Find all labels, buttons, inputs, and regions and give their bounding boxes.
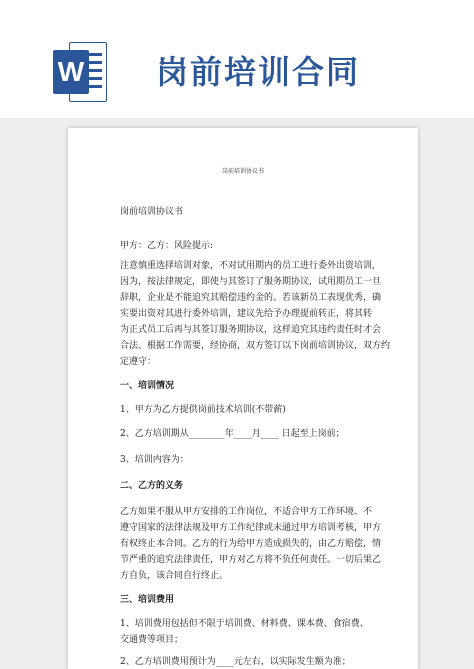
obligation-paragraph-line: 遵守国家的法律法规及甲方工作纪律或未通过甲方培训考核，甲方 [120, 523, 382, 533]
list-item: 2、乙方培训期从________年____月____ 日起至上岗前； [120, 429, 345, 439]
section-heading: 一、培训情况 [120, 381, 175, 391]
list-item: 1、培训费用包括但不限于培训费、材料费、课本费、食宿费、 [120, 619, 369, 629]
word-document-icon [53, 42, 125, 102]
risk-paragraph-line: 为正式员工后再与其签订服务期协议，这样追究其违约责任时才会 [120, 325, 382, 335]
risk-paragraph-line: 注意慎重选择培训对象，不对试用期内的员工进行委外出资培训, [120, 261, 375, 271]
risk-paragraph-line: 合法、根据工作需要，经协商，双方签订以下岗前培训协议，双方约 [120, 341, 391, 351]
parties-line: 甲方：乙方：风险提示: [120, 241, 214, 251]
list-item: 3、培训内容为： [120, 455, 189, 465]
obligation-paragraph-line: 节严重的追究法律责任，甲方对乙方将不负任何责任。一切后果乙 [120, 555, 382, 565]
word-badge: W [53, 50, 89, 94]
list-item: 2、乙方培训费用预计为____元左右，以实际发生额为准； [120, 657, 351, 667]
document-title: 岗前培训协议书 [120, 207, 184, 217]
obligation-paragraph-line: 方自负，该合同自行终止。 [120, 571, 229, 581]
section-heading: 二、乙方的义务 [120, 481, 184, 491]
risk-paragraph-line: 实要出资对其进行委外培训，建议先给予办理提前转正，将其转 [120, 309, 373, 319]
preview-header [0, 0, 474, 118]
obligation-paragraph-line: 乙方如果不服从甲方安排的工作岗位，不适合甲方工作环境、不 [120, 507, 373, 517]
obligation-paragraph-line: 有权终止本合同。乙方的行为给甲方造成损失的，由乙方赔偿，情 [120, 539, 382, 549]
risk-paragraph-line: 定遵守： [120, 357, 157, 367]
risk-paragraph-line: 因为，按法律规定，即使与其签订了服务期协议，试用期员工一旦 [120, 277, 382, 287]
section-heading: 三、培训费用 [120, 595, 175, 605]
document-title-banner: 岗前培训合同 [156, 53, 361, 91]
list-item: 交通费等项目； [120, 635, 184, 645]
page-header-text: 岗前培训协议书 [221, 168, 264, 175]
risk-paragraph-line: 辞职，企业是不能追究其赔偿违约金的。若该新员工表现优秀，确 [120, 293, 382, 303]
list-item: 1、甲方为乙方提供岗前技术培训(不带薪) [120, 405, 286, 415]
document-page [68, 128, 418, 669]
